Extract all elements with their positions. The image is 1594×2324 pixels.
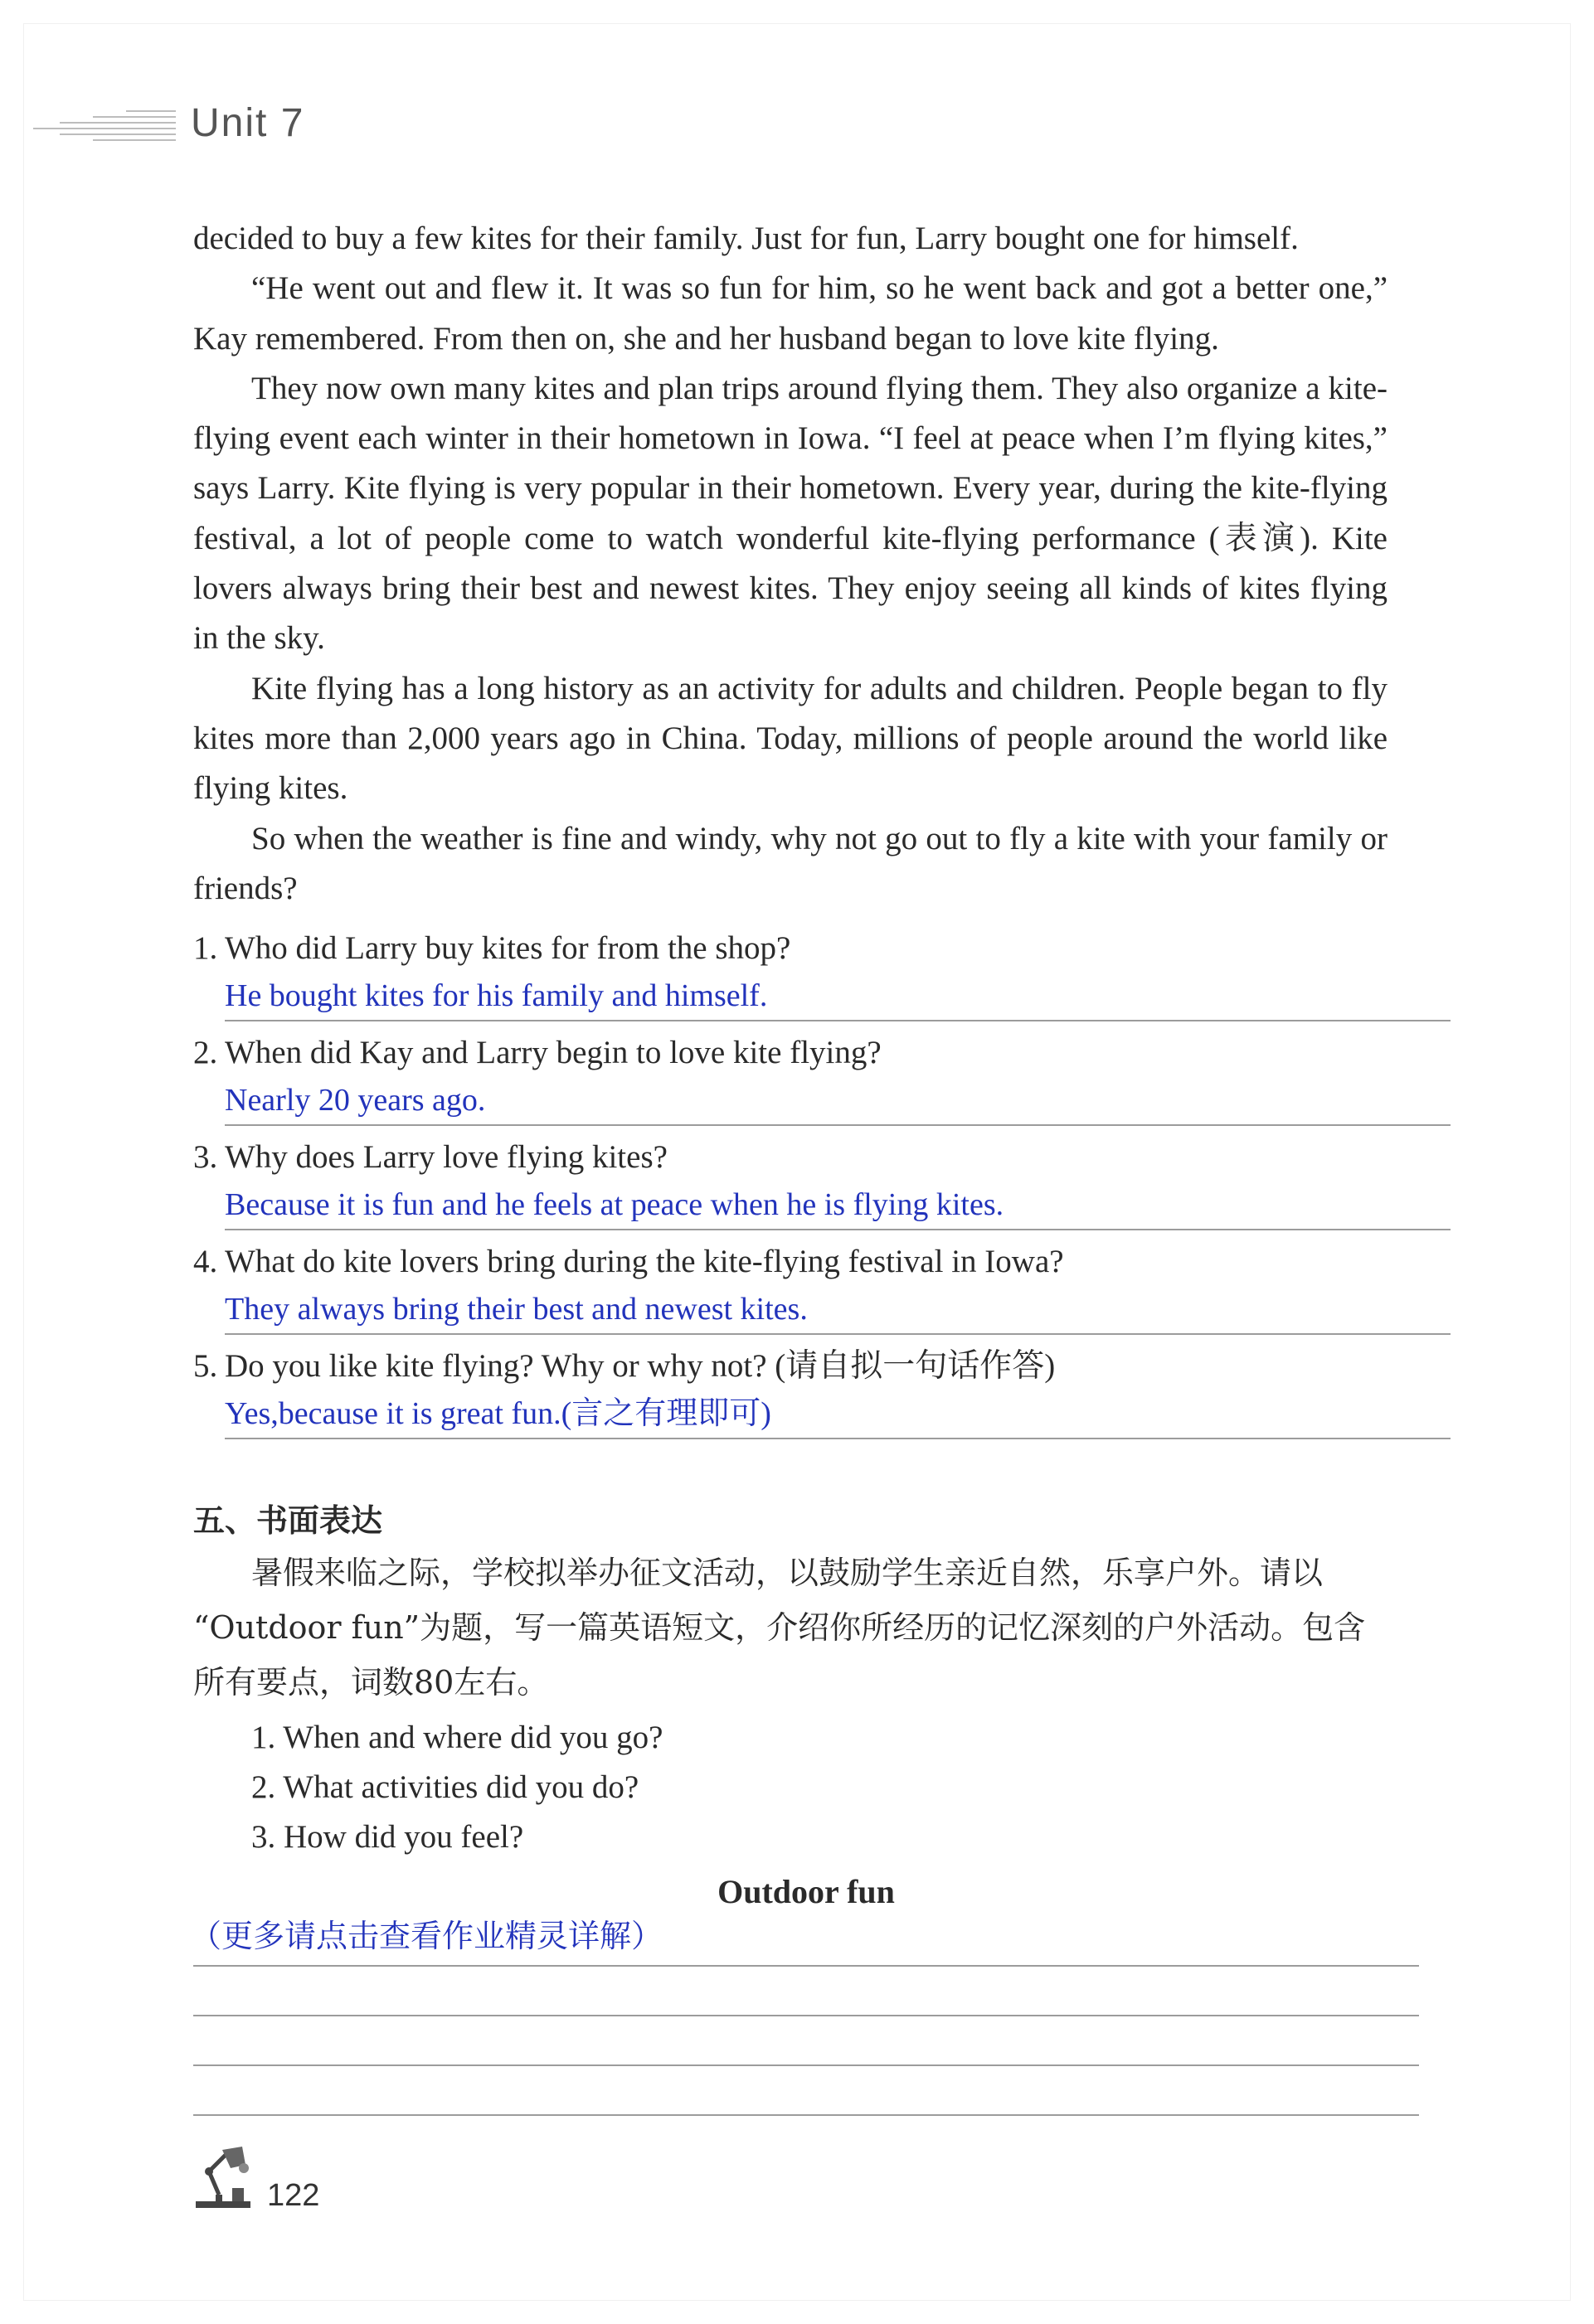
passage-paragraph: They now own many kites and plan trips around flying them. They also organize a kite-flying event each winter in their hometown in Iowa. “I feel at peace when I’m flying kites,” says Larry. Kite flying is very popular in their hometown. Every year, during the kite-flying festival, a lot of people come to watch wonderful kite-flying performance (表演). Kite lovers always bring their best and newest kites. They enjoy seeing all kinds of kites flying in the sky. <box>193 370 1387 657</box>
writing-point: 3. How did you feel? <box>251 1819 524 1856</box>
essay-note-link[interactable]: （更多请点击查看作业精灵详解） <box>190 1919 663 1955</box>
writing-instructions: 暑假来临之际，学校拟举办征文活动，以鼓励学生亲近自然，乐享户外。请以 <box>251 1555 1324 1592</box>
section-title: 五、书面表达 <box>193 1502 383 1540</box>
passage-paragraph: decided to buy a few kites for their family. Just for fun, Larry bought one for himself. <box>193 221 1299 256</box>
question-item <box>193 1133 1387 1230</box>
question-number: 5. <box>193 1348 218 1385</box>
question-item <box>193 1028 1387 1126</box>
answer-line: He bought kites for his family and himself. <box>225 973 1451 1021</box>
unit-title: Unit 7 <box>191 101 305 145</box>
writing-point: 1. When and where did you go? <box>251 1720 663 1756</box>
worksheet-body <box>190 214 1387 2116</box>
question-number: 1. <box>193 930 218 967</box>
writing-points <box>251 1713 1387 1862</box>
question-item <box>193 1342 1387 1439</box>
answer-line: Nearly 20 years ago. <box>225 1078 1451 1126</box>
writing-line <box>193 1967 1419 2016</box>
question-number: 4. <box>193 1244 218 1280</box>
writing-line <box>193 2066 1419 2116</box>
question-text: When did Kay and Larry begin to love kite flying? <box>225 1035 882 1071</box>
passage-paragraph: “He went out and flew it. It was so fun for him, so he went back and got a better one,” Kay remembered. From then on, she and her husband began to love kite flying. <box>193 270 1387 357</box>
writing-point: 2. What activities did you do? <box>251 1769 639 1806</box>
passage-paragraph: Kite flying has a long history as an activity for adults and children. People began to fly kites more than 2,000 years ago in China. Today, millions of people around the world like flying kites. <box>193 670 1387 807</box>
question-text: Who did Larry buy kites for from the shop? <box>225 930 791 967</box>
passage-paragraph: So when the weather is fine and windy, why not go out to fly a kite with your family or friends? <box>193 820 1387 906</box>
writing-line <box>193 2016 1419 2066</box>
question-number: 2. <box>193 1035 218 1071</box>
answer-line: Because it is fun and he feels at peace when he is flying kites. <box>225 1182 1451 1230</box>
question-list <box>193 924 1387 1439</box>
answer-line: Yes,because it is great fun.(言之有理即可) <box>225 1391 1451 1439</box>
question-text: What do kite lovers bring during the kite-flying festival in Iowa? <box>225 1244 1064 1280</box>
question-text: Why does Larry love flying kites? <box>225 1139 668 1176</box>
essay-title: Outdoor fun <box>717 1873 895 1911</box>
answer-line: They always bring their best and newest kites. <box>225 1287 1451 1335</box>
writing-line <box>193 1957 1419 1967</box>
question-item <box>193 1237 1387 1335</box>
writing-section <box>190 1496 1387 2116</box>
writing-instructions: “Outdoor fun”为题，写一篇英语短文，介绍你所经历的记忆深刻的户外活动。包含所有要点，词数80左右。 <box>193 1609 1366 1701</box>
question-text: Do you like kite flying? Why or why not? (请自拟一句话作答) <box>225 1348 1056 1385</box>
question-number: 3. <box>193 1139 218 1176</box>
lamp-icon <box>191 2143 259 2211</box>
reading-passage <box>193 214 1387 914</box>
question-item <box>193 924 1387 1021</box>
page-number: 122 <box>267 2178 320 2213</box>
header-decoration <box>33 110 176 143</box>
